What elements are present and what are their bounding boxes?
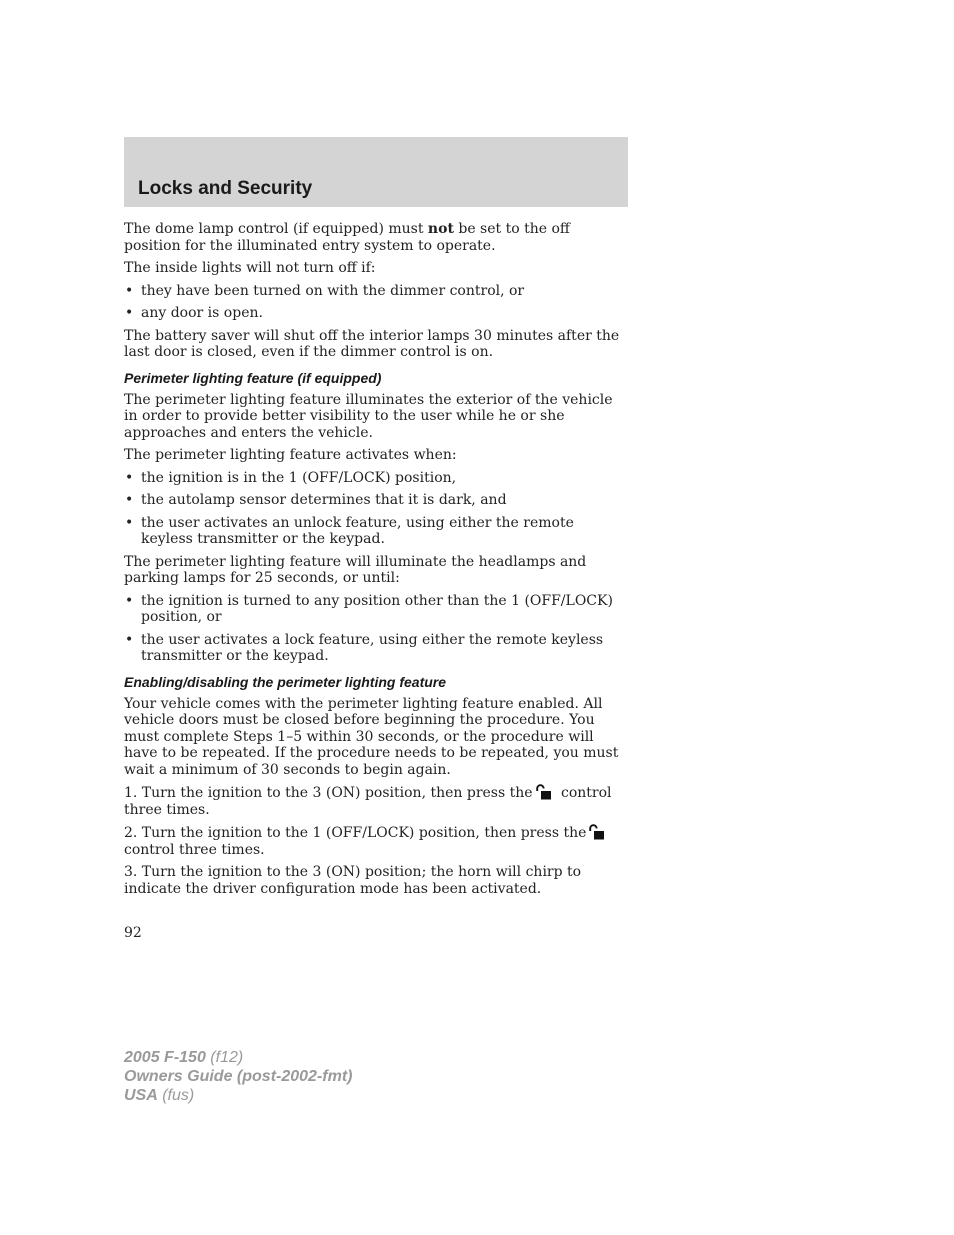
paragraph-text: The dome lamp control (if equipped) must [124, 221, 428, 237]
paragraph-illuminate-duration: The perimeter lighting feature will illuminate the headlamps and parking lamps for 25 seconds, or until: [124, 553, 587, 586]
list-item-text: the user activates a lock feature, using either the remote keyless transmitter or the keypad. [141, 631, 604, 664]
footer-region-code: (fus) [157, 1087, 195, 1104]
paragraph-battery-saver: The battery saver will shut off the interior lamps 30 minutes after the last door is closed, even if the dimmer control is on. [124, 327, 620, 360]
bullet-icon: • [125, 631, 134, 648]
unlock-icon [535, 784, 553, 800]
bullet-icon: • [125, 492, 134, 508]
list-item-text: the ignition is in the 1 (OFF/LOCK) position, [141, 469, 457, 486]
bullet-icon: • [125, 282, 134, 299]
list-item-text: they have been turned on with the dimmer control, or [141, 282, 525, 299]
list-item [124, 632, 628, 665]
step-2 [124, 824, 628, 858]
paragraph-activates-when: The perimeter lighting feature activates when: [124, 447, 457, 463]
footer-model: 2005 F-150 [124, 1049, 206, 1066]
unlock-icon [588, 824, 606, 840]
footer-region: USA [124, 1087, 158, 1104]
heading-perimeter-lighting: Perimeter lighting feature (if equipped) [124, 369, 382, 386]
step-1 [124, 784, 628, 818]
list-inside-lights [124, 283, 628, 322]
step-text: control three times. [124, 785, 612, 818]
list-item [124, 283, 628, 300]
paragraph-dome-lamp [124, 221, 628, 254]
paragraph-perimeter-description: The perimeter lighting feature illuminates the exterior of the vehicle in order to provide better visibility to the user while he or she approaches and enters the vehicle. [124, 391, 613, 441]
list-item-text: the user activates an unlock feature, using either the remote keyless transmitter or the keypad. [141, 514, 574, 547]
list-item-text: any door is open. [141, 305, 263, 321]
footer-line-guide [124, 1067, 352, 1086]
page-content [124, 221, 628, 903]
section-header [124, 137, 628, 207]
bullet-icon: • [125, 592, 134, 609]
list-item [124, 515, 628, 548]
list-item [124, 492, 628, 509]
list-activation-conditions [124, 470, 628, 548]
step-text: 2. Turn the ignition to the 1 (OFF/LOCK) position, then press the [124, 825, 587, 841]
list-item [124, 305, 628, 322]
emphasis-not: not [427, 221, 454, 237]
footer-guide: Owners Guide (post-2002-fmt) [124, 1068, 353, 1085]
bullet-icon: • [125, 469, 134, 486]
step-text: 1. Turn the ignition to the 3 (ON) position, then press the [124, 785, 533, 801]
paragraph-text: be set to the off position for the illuminated entry system to operate. [124, 221, 570, 254]
footer-line-region [124, 1086, 352, 1105]
footer-line-model [124, 1048, 352, 1067]
list-until-conditions [124, 593, 628, 665]
list-item-text: the autolamp sensor determines that it is dark, and [141, 492, 507, 508]
bullet-icon: • [125, 514, 134, 531]
section-title: Locks and Security [138, 178, 313, 199]
list-item [124, 593, 628, 626]
list-item [124, 470, 628, 487]
heading-enabling-disabling: Enabling/disabling the perimeter lighting feature [124, 673, 447, 690]
footer-model-code: (f12) [205, 1049, 244, 1066]
page-number: 92 [124, 925, 142, 941]
list-item-text: the ignition is turned to any position other than the 1 (OFF/LOCK) position, or [141, 592, 613, 625]
step-text: control three times. [124, 841, 265, 858]
paragraph-inside-lights: The inside lights will not turn off if: [124, 260, 376, 276]
step-3: 3. Turn the ignition to the 3 (ON) position; the horn will chirp to indicate the driver configuration mode has been activated. [124, 864, 582, 897]
bullet-icon: • [125, 305, 134, 321]
paragraph-enabling-intro: Your vehicle comes with the perimeter lighting feature enabled. All vehicle doors must be closed before beginning the procedure. You must complete Steps 1–5 within 30 seconds, or the procedure will have to be repeated. If the procedure needs to be repeated, you must wait a minimum of 30 seconds to begin again. [124, 695, 619, 778]
document-footer [124, 1048, 352, 1105]
